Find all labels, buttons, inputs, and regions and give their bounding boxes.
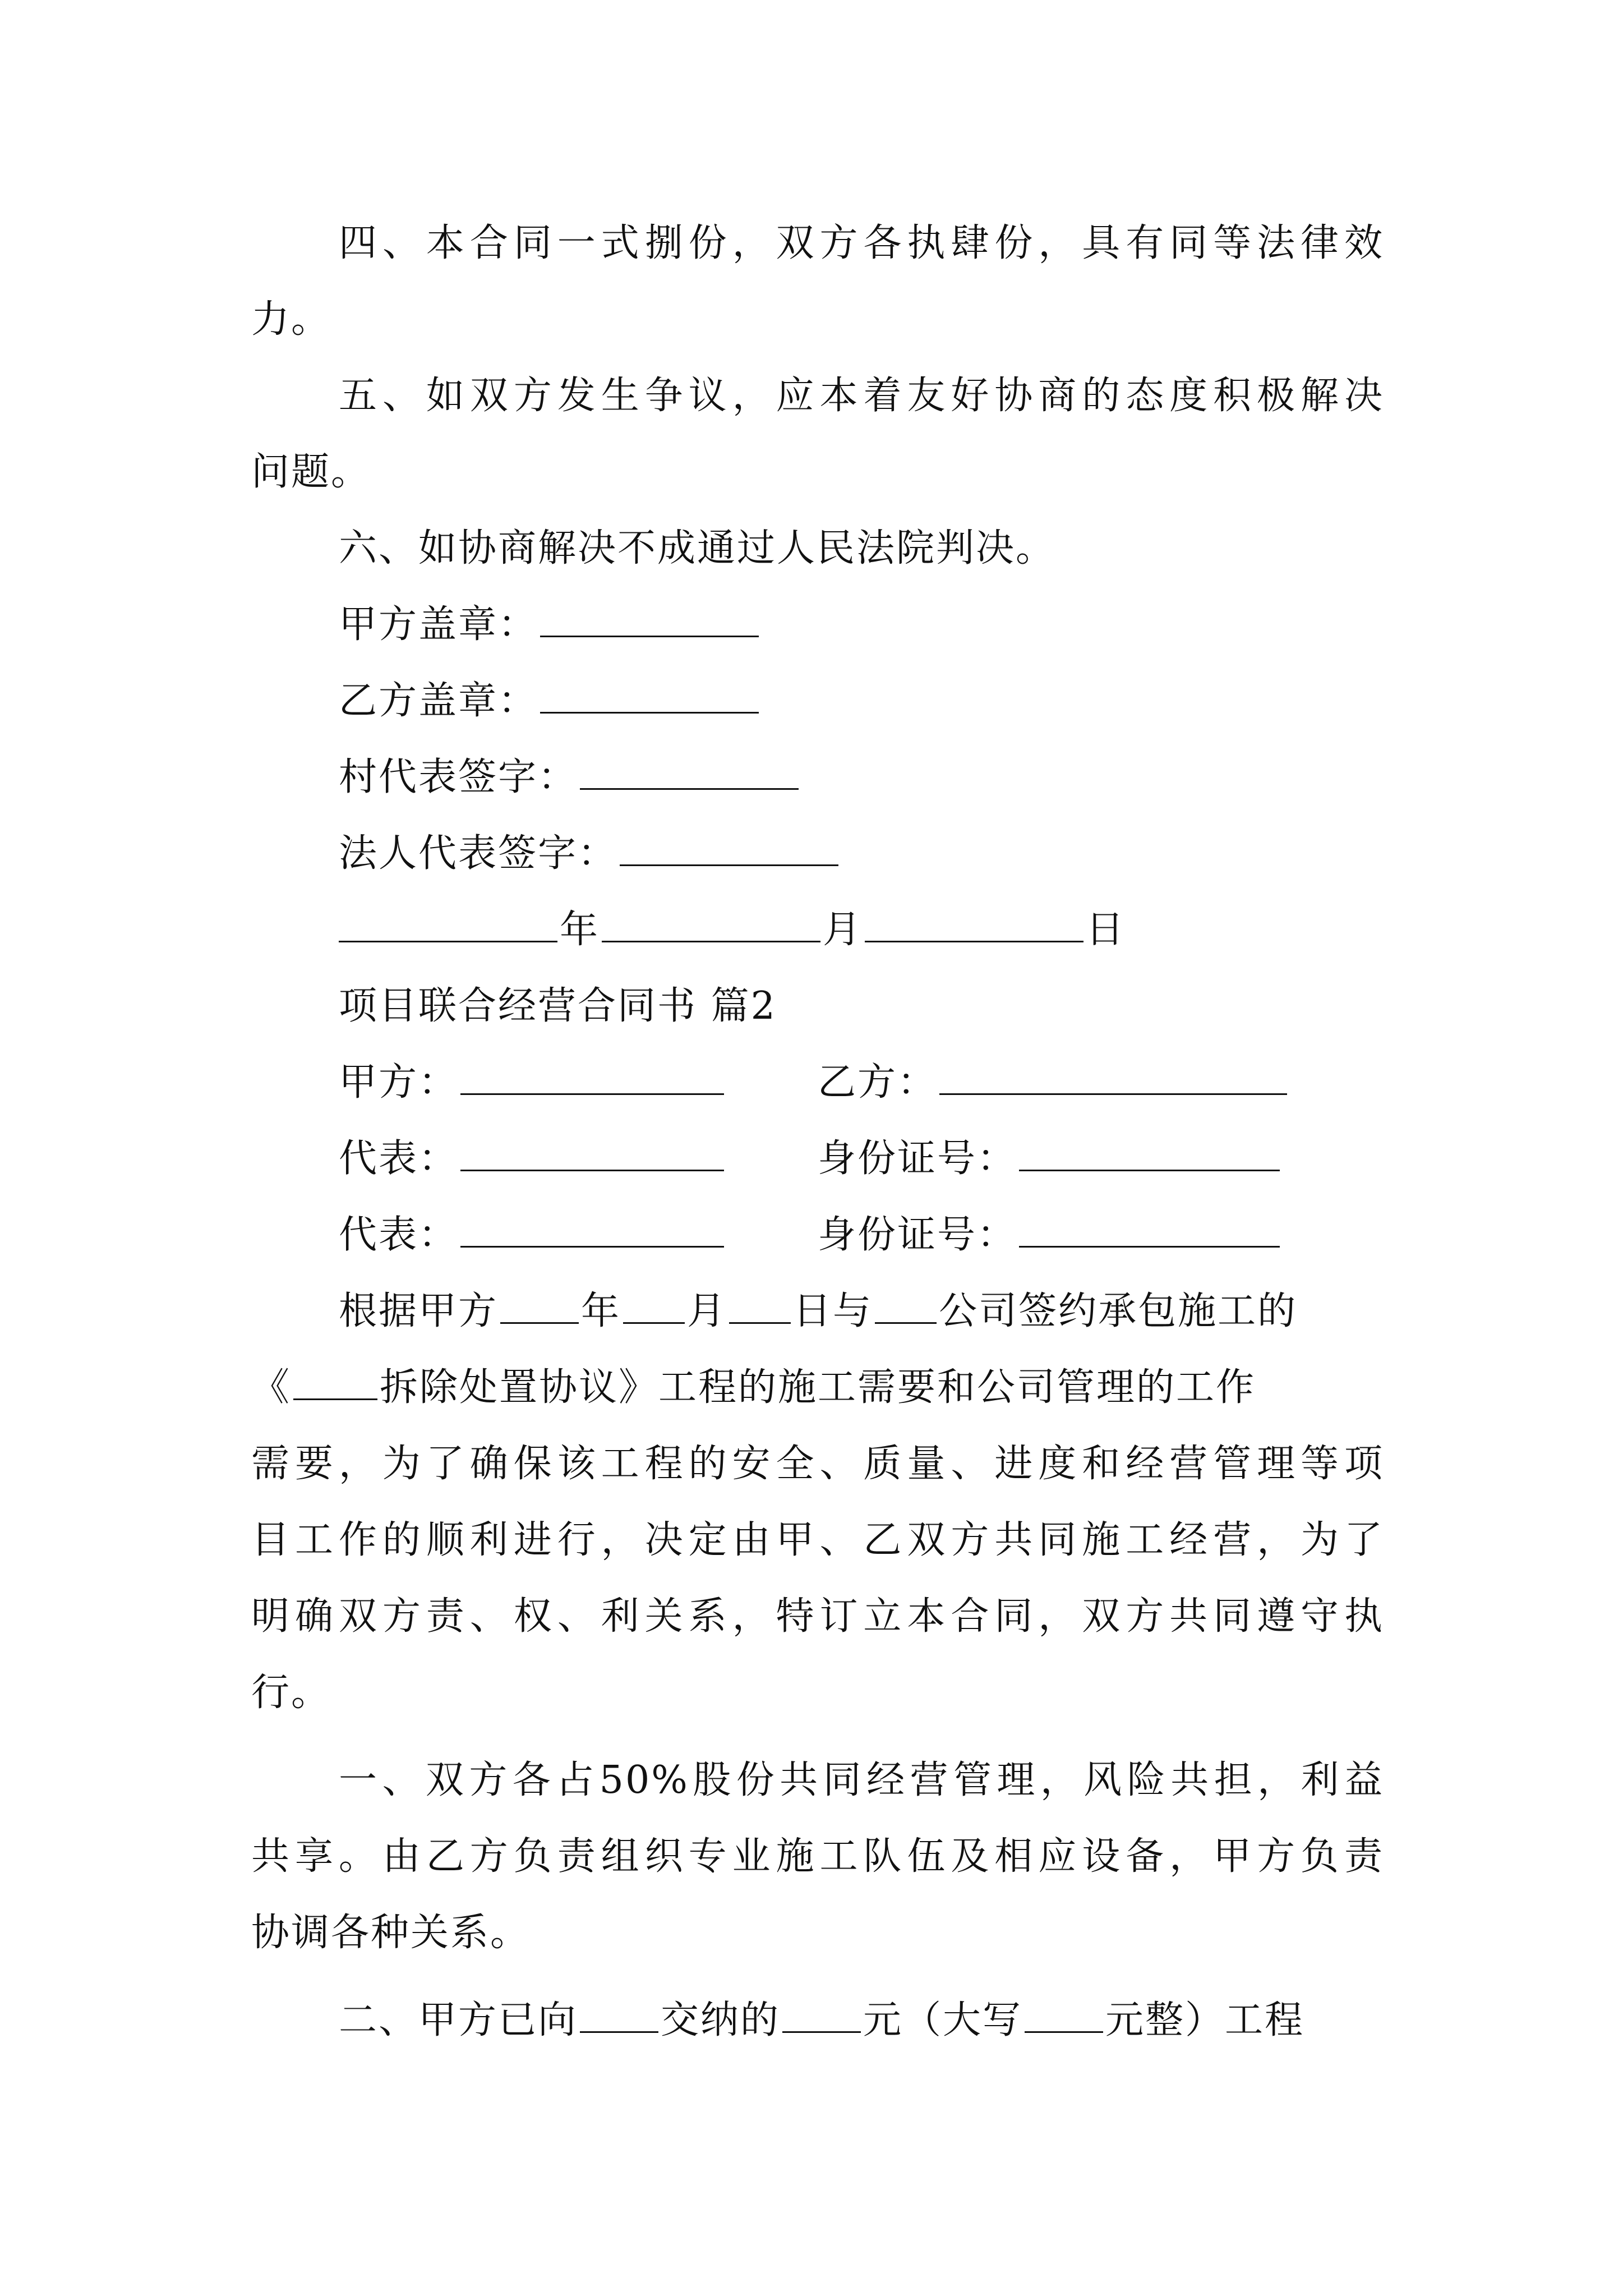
blank [1025, 1998, 1103, 2033]
blank [293, 1365, 377, 1400]
preamble-line-4: 目工作的顺利进行，决定由甲、乙双方共同施工经营，为了 [251, 1518, 1384, 1562]
village-rep-sign-label: 村代表签字： [339, 755, 578, 799]
preamble-text: 日与 [793, 1289, 873, 1333]
preamble-text: 根据甲方 [339, 1289, 499, 1333]
clause-5-line-1: 五、如双方发生争议，应本着友好协商的态度积极解决 [339, 374, 1384, 418]
clause-2-text: 二、甲方已向 [339, 1998, 578, 2042]
party-b-blank [939, 1060, 1287, 1095]
party-a-label: 甲方： [339, 1060, 459, 1105]
preamble-text: 月 [687, 1289, 727, 1333]
clause-2-line-1 [339, 1982, 1384, 2059]
party-a-seal-label: 甲方盖章： [339, 602, 538, 647]
party-a-seal-blank [540, 602, 759, 637]
rep-blank-1 [460, 1136, 724, 1171]
month-blank [602, 907, 820, 942]
blank [580, 1998, 658, 2033]
clause-1-line-3: 协调各种关系。 [251, 1911, 531, 1955]
preamble-line-3: 需要，为了确保该工程的安全、质量、进度和经营管理等项 [251, 1442, 1384, 1486]
blank [500, 1289, 579, 1324]
day-label: 日 [1086, 908, 1126, 952]
preamble-text: 《 [251, 1365, 292, 1410]
preamble-line-2 [251, 1350, 1384, 1426]
id-blank-2 [1019, 1212, 1280, 1248]
party-a-blank [460, 1060, 724, 1095]
party-b-seal-label: 乙方盖章： [339, 679, 538, 723]
preamble-text: 年 [581, 1289, 621, 1333]
year-label: 年 [560, 908, 600, 952]
party-b-seal-blank [540, 678, 759, 714]
rep-row-1 [339, 1121, 1384, 1197]
clause-5-line-2: 问题。 [251, 450, 371, 494]
clause-1-line-2: 共享。由乙方负责组织专业施工队伍及相应设备，甲方负责 [251, 1834, 1384, 1879]
clause-4-line-2: 力。 [251, 297, 331, 342]
blank [875, 1289, 937, 1324]
preamble-text: 公司签约承包施工的 [939, 1289, 1298, 1333]
clause-2-text: 元整）工程 [1105, 1998, 1305, 2042]
legal-rep-sign-label: 法人代表签字： [339, 831, 618, 876]
date-row [339, 892, 1126, 968]
blank [729, 1289, 791, 1324]
id-label-1: 身份证号： [818, 1137, 1017, 1181]
village-rep-sign-blank [580, 754, 799, 790]
preamble-line-6: 行。 [251, 1671, 331, 1715]
clause-2-text: 交纳的 [661, 1998, 781, 2042]
month-label: 月 [823, 908, 863, 952]
party-b-seal-row [339, 663, 761, 739]
clause-1-line-1: 一、双方各占50%股份共同经营管理，风险共担，利益 [339, 1758, 1384, 1802]
id-label-2: 身份证号： [818, 1213, 1017, 1257]
clause-4-line-1: 四、本合同一式捌份，双方各执肆份，具有同等法律效 [339, 221, 1384, 265]
village-rep-sign-row [339, 739, 801, 816]
year-blank [339, 907, 557, 942]
legal-rep-sign-row [339, 816, 841, 892]
rep-label-2: 代表： [339, 1213, 459, 1257]
clause-2-text: 元（大写 [863, 1998, 1023, 2042]
id-blank-1 [1019, 1136, 1280, 1171]
party-b-label: 乙方： [818, 1060, 938, 1105]
party-a-seal-row [339, 587, 761, 663]
parties-row [339, 1045, 1384, 1121]
clause-6: 六、如协商解决不成通过人民法院判决。 [339, 526, 1056, 570]
day-blank [865, 907, 1083, 942]
preamble-line-5: 明确双方责、权、利关系，特订立本合同，双方共同遵守执 [251, 1594, 1384, 1639]
preamble-text: 拆除处置协议》工程的施工需要和公司管理的工作 [380, 1365, 1256, 1410]
blank [782, 1998, 861, 2033]
legal-rep-sign-blank [620, 831, 838, 866]
section-title: 项目联合经营合同书 篇2 [339, 984, 777, 1028]
preamble-line-1 [339, 1273, 1384, 1350]
rep-row-2 [339, 1197, 1384, 1273]
rep-blank-2 [460, 1212, 724, 1248]
blank [623, 1289, 685, 1324]
rep-label-1: 代表： [339, 1137, 459, 1181]
